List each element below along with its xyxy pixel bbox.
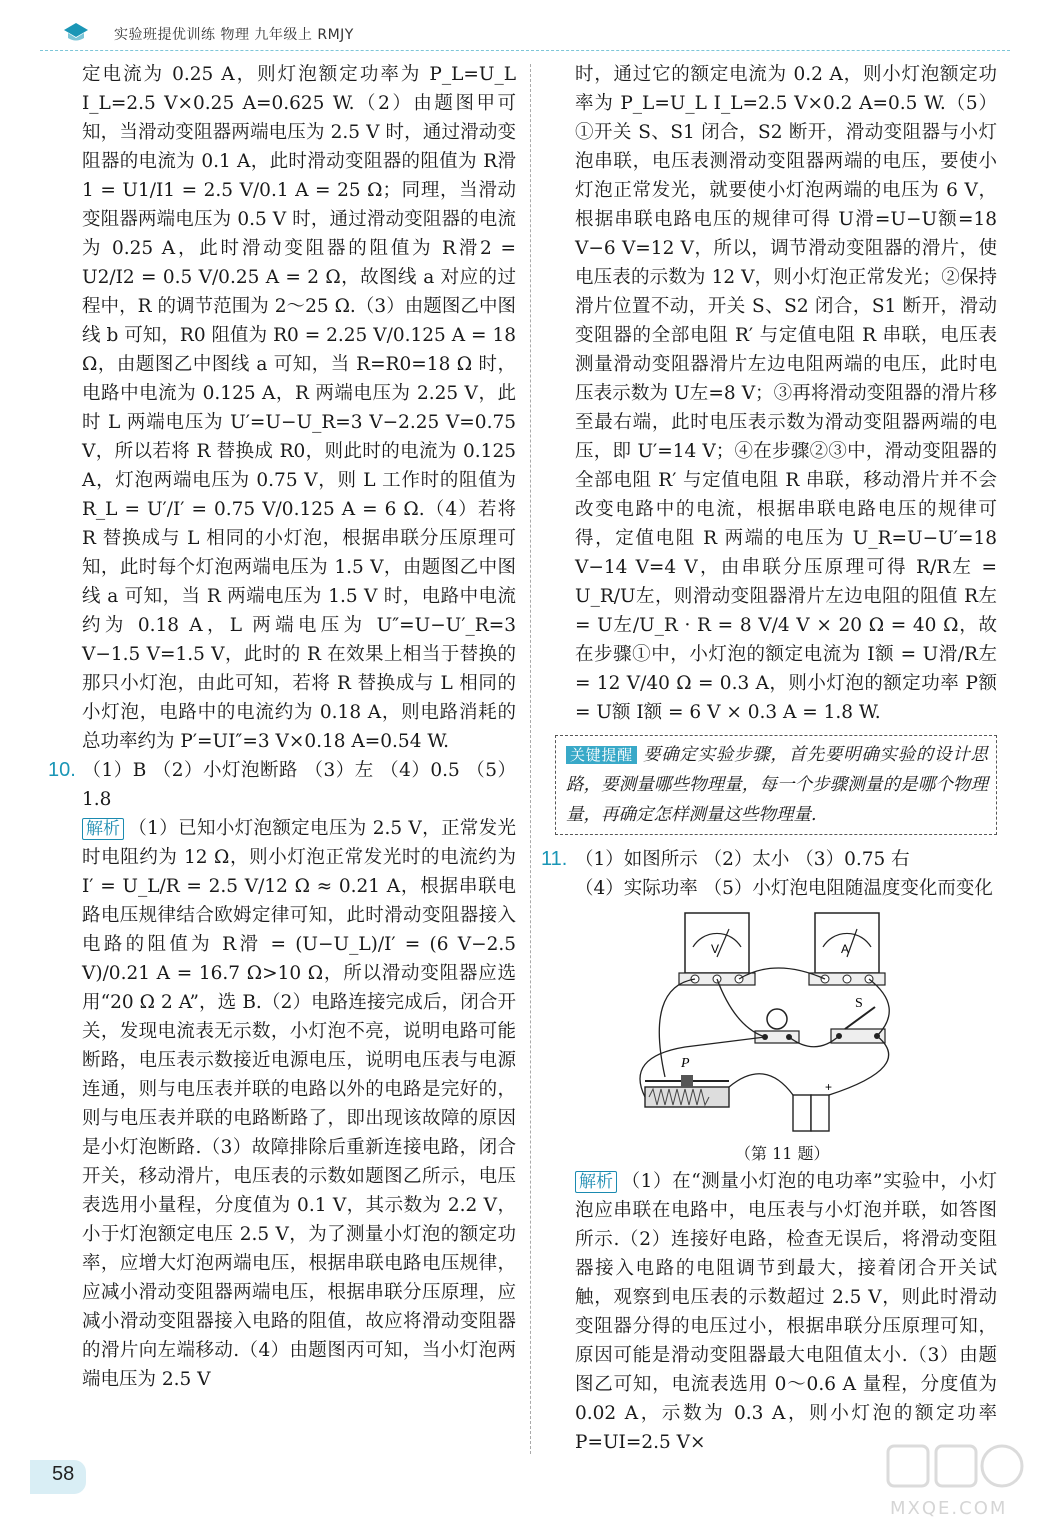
header-rule — [40, 50, 1010, 51]
right-paragraph-1: 时，通过它的额定电流为 0.2 A，则小灯泡额定功率为 P_L=U_L I_L=2.5 V×0.2 A=0.5 W.（5）①开关 S、S1 闭合，S2 断开，滑动变阻器与小灯泡串联，电压表测滑动变阻器两端的电压，要使小灯泡正常发光，就要使小灯泡两端的电压为 6 V，根据串联电路电压的规律可得 U滑=U−U额=18 V−6 V=12 V，所以，调节滑动变阻器的滑片，使电压表的示数为 12 V，则小灯泡正常发光；②保持滑片位置不动，开关 S、S2 闭合，S1 断开，滑动变阻器的全部电阻 R′ 与定值电阻 R 串联，电压表测量滑动变阻器滑片左边电阻两端的电压，此时电压表示数为 U左=8 V；③再将滑动变阻器的滑片移至最右端，此时电压表示数为滑动变阻器两端的电压，即 U′=14 V；④在步骤②③中，滑动变阻器的全部电阻 R′ 与定值电阻 R 串联，移动滑片并不会改变电路中的电流，根据串联电路电压的规律可得，定值电阻 R 两端的电压为 U_R=U−U′=18 V−14 V=4 V，由串联分压原理可得 R/R左 = U_R/U左，则滑动变阻器滑片左边电阻的阻值 R左 = U左/U_R · R = 8 V/4 V × 20 Ω = 40 Ω，故在步骤①中，小灯泡的额定电流为 I额 = U滑/R左 = 12 V/40 Ω = 0.3 A，则小灯泡的额定功率 P额 = U额 I额 = 6 V × 0.3 A = 1.8 W. — [575, 64, 997, 723]
analysis-tag: 解析 — [82, 818, 124, 840]
battery-plus-label: + — [825, 1080, 833, 1094]
ammeter-icon — [809, 913, 885, 985]
switch-icon — [831, 996, 885, 1043]
page-number: 58 — [52, 1463, 75, 1485]
page-number-badge — [30, 1460, 90, 1494]
watermark — [880, 1440, 1030, 1530]
switch-label: S — [855, 996, 863, 1011]
left-column — [48, 60, 516, 1394]
question-11-analysis-text: （1）在“测量小灯泡的电功率”实验中，小灯泡应串联在电路中，电压表与小灯泡并联，如答图所示.（2）连接好电路，检查无误后，将滑动变阻器接入电路的电阻调节到最大，接着闭合开关试触，观察到电压表的示数超过 2.5 V，则此时滑动变阻器分得的电压过小，根据串联分压原理可知，原因可能是滑动变阻器最大电阻值太小.（3）由题图乙可知，电流表选用 0～0.6 A 量程，分度值为 0.02 A，示数为 0.3 A，则小灯泡的额定功率 P=UI=2.5 V× — [575, 1171, 997, 1453]
watermark-text: MXQE.COM — [890, 1498, 1008, 1519]
question-11-answer-line-2: （4）实际功率 （5）小灯泡电阻随温度变化而变化 — [575, 878, 993, 899]
key-reminder-tag: 关键提醒 — [566, 746, 637, 764]
figure-caption: （第 11 题） — [735, 1144, 830, 1163]
header-title: 实验班提优训练 物理 九年级上 RMJY — [114, 27, 354, 43]
slider-label: P — [681, 1056, 690, 1071]
question-10-analysis — [82, 814, 516, 1394]
question-11-answer-text-1: （1）如图所示 （2）太小 （3）0.75 右 — [575, 849, 910, 870]
column-divider — [530, 64, 531, 1454]
question-10-analysis-text: （1）已知小灯泡额定电压为 2.5 V，正常发光时电阻约为 12 Ω，则小灯泡正常发光时的电流约为 I′ = U_L/R = 2.5 V/12 Ω ≈ 0.21 A，根据串联电路电压规律结合欧姆定律可知，此时滑动变阻器接入电路的阻值为 R滑 = (U−U_L)/I′ = (6 V−2.5 V)/0.21 A = 16.7 Ω>10 Ω，所以滑动变阻器应选用“20 Ω 2 A”，选 B.（2）电路连接完成后，闭合开关，发现电流表无示数，小灯泡不亮，说明电路可能断路，电压表示数接近电源电压，说明电压表与电源连通，则与电压表并联的电路以外的电路是完好的，则与电压表并联的电路断路了，即出现该故障的原因是小灯泡断路.（3）故障排除后重新连接电路，闭合开关，移动滑片，电压表的示数如题图乙所示，电压表选用小量程，分度值为 0.1 V，其示数为 2.2 V，小于灯泡额定电压 2.5 V，为了测量小灯泡的额定功率，应增大灯泡两端电压，根据串联电路电压规律，应减小滑动变阻器两端电压，根据串联分压原理，应减小滑动变阻器接入电路的阻值，故应将滑动变阻器的滑片向左端移动.（4）由题图丙可知，当小灯泡两端电压为 2.5 V — [82, 818, 516, 1390]
question-10-answer-text: （1）B （2）小灯泡断路 （3）左 （4）0.5 （5）1.8 — [82, 760, 516, 810]
watermark-logo-icon — [880, 1440, 1030, 1500]
question-11-number: 11. — [541, 848, 568, 870]
rheostat-icon — [645, 1056, 729, 1107]
voltmeter-icon — [679, 913, 755, 985]
question-11-analysis — [575, 1167, 997, 1457]
page-header — [40, 18, 1010, 52]
left-paragraph-1: 定电流为 0.25 A，则灯泡额定功率为 P_L=U_L I_L=2.5 V×0.25 A=0.625 W.（2）由题图甲可知，当滑动变阻器两端电压为 2.5 V 时，通过滑动变阻器的电流为 0.1 A，此时滑动变阻器的阻值为 R滑1 = U1/I1 = 2.5 V/0.1 A = 25 Ω；同理，当滑动变阻器两端电压为 0.5 V 时，通过滑动变阻器的电流为 0.25 A，此时滑动变阻器的阻值为 R滑2 = U2/I2 = 0.5 V/0.25 A = 2 Ω，故图线 a 对应的过程中，R 的调节范围为 2～25 Ω.（3）由题图乙中图线 b 可知，R0 阻值为 R0 = 2.25 V/0.125 A = 18 Ω，由题图乙中图线 a 可知，当 R=R0=18 Ω 时，电路中电流为 0.125 A，R 两端电压为 2.25 V，此时 L 两端电压为 U′=U−U_R=3 V−2.25 V=0.75 V，所以若将 R 替换成 R0，则此时的电流为 0.125 A，灯泡两端电压为 0.75 V，则 L 工作时的阻值为 R_L = U′/I′ = 0.75 V/0.125 A = 6 Ω.（4）若将 R 替换成与 L 相同的小灯泡，根据串联分压原理可知，此时每个灯泡两端电压为 1.5 V，由题图乙中图线 a 可知，当 R 两端电压为 1.5 V 时，电路中电流约为 0.18 A，L 两端电压为 U″=U−U′_R=3 V−1.5 V=1.5 V，此时的 R 在效果上相当于替换的那只小灯泡，由此可知，若将 R 替换成与 L 相同的小灯泡，电路中的电流约为 0.18 A，则电路消耗的总功率约为 P′=UI″=3 V×0.18 A=0.54 W. — [82, 64, 516, 752]
circuit-figure — [625, 907, 945, 1167]
battery-icon — [793, 1080, 832, 1131]
key-reminder-text: 要确定实验步骤，首先要明确实验的设计思路，要测量哪些物理量，每一个步骤测量的是哪个物理量，再确定怎样测量这些物理量. — [566, 745, 988, 825]
key-reminder-box — [555, 735, 997, 835]
voltmeter-label: V — [711, 942, 720, 956]
question-10-number: 10. — [48, 759, 76, 781]
right-column — [541, 60, 997, 1457]
question-11-answer-line-1 — [541, 845, 997, 874]
ammeter-label: A — [841, 942, 850, 956]
circuit-diagram — [625, 907, 945, 1147]
analysis-tag: 解析 — [575, 1171, 617, 1193]
question-10-answer — [48, 756, 516, 814]
book-logo-icon — [62, 20, 90, 44]
